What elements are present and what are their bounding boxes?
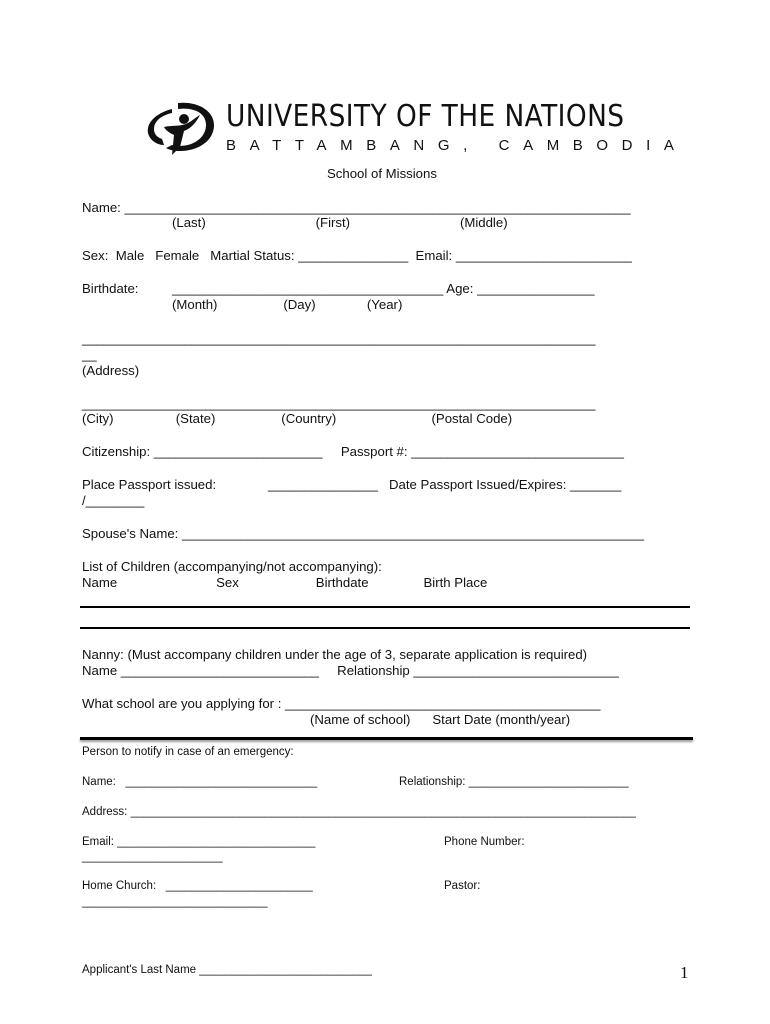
address-field[interactable]: ______________________________________________________________________ — [82, 331, 596, 346]
address-field-wrap: __ — [82, 347, 97, 362]
name-sublabels: (Last) (First) (Middle) — [172, 215, 508, 230]
address-label: (Address) — [82, 363, 140, 378]
city-state-country-sublabels: (City) (State) (Country) (Postal Code) — [82, 411, 513, 426]
children-columns: Name Sex Birthdate Birth Place — [82, 575, 488, 590]
passport-date-wrap: /________ — [82, 493, 145, 508]
applicant-last-name-field[interactable]: Applicant's Last Name ___________________________ — [82, 964, 372, 976]
school-sublabels: (Name of school) Start Date (month/year) — [310, 712, 571, 727]
name-field[interactable]: Name: _____________________________________________________________________ — [82, 200, 631, 215]
section-divider — [80, 737, 693, 740]
emergency-address-field[interactable]: Address: _______________________________________________________________________________ — [82, 806, 636, 818]
pastor-label: Pastor: — [444, 880, 481, 892]
emergency-relationship-field[interactable]: Relationship: _________________________ — [399, 776, 629, 788]
nanny-name-relationship-field[interactable]: Name ___________________________ Relationship ____________________________ — [82, 663, 619, 678]
emergency-heading: Person to notify in case of an emergency: — [82, 746, 294, 758]
city-state-country-field[interactable]: ______________________________________________________________________ — [82, 396, 596, 411]
emergency-email-field[interactable]: Email: _______________________________ — [82, 836, 316, 848]
children-row-line — [80, 627, 690, 629]
emergency-phone-label: Phone Number: — [444, 836, 525, 848]
birthdate-sublabels: (Month) (Day) (Year) — [172, 297, 403, 312]
passport-place-label: Place Passport issued: — [82, 477, 217, 492]
children-row-line — [80, 606, 690, 608]
school-applying-field[interactable]: What school are you applying for : ___________________________________________ — [82, 696, 601, 711]
citizenship-passport-line[interactable]: Citizenship: _______________________ Passport #: _____________________________ — [82, 444, 624, 459]
nanny-heading: Nanny: (Must accompany children under the age of 3, separate application is required) — [82, 647, 588, 662]
emergency-phone-field[interactable]: ______________________ — [82, 851, 223, 863]
birthdate-label: Birthdate: — [82, 281, 139, 296]
passport-place-date-field[interactable]: _______________ Date Passport Issued/Expires: _______ — [268, 477, 622, 492]
form-subtitle: School of Missions — [327, 166, 437, 181]
home-church-field[interactable]: Home Church: _______________________ — [82, 880, 313, 892]
children-heading: List of Children (accompanying/not accompanying): — [82, 559, 382, 574]
emergency-name-field[interactable]: Name: ______________________________ — [82, 776, 318, 788]
brand-location: BATTAMBANG, CAMBODIA — [226, 137, 688, 154]
university-logo-icon — [142, 97, 216, 161]
spouse-name-field[interactable]: Spouse's Name: _______________________________________________________________ — [82, 526, 645, 541]
brand-title: UNIVERSITY OF THE NATIONS — [226, 99, 625, 134]
birthdate-age-field[interactable]: _____________________________________ Age: ________________ — [172, 281, 595, 296]
page-number: 1 — [680, 963, 689, 982]
sex-status-email-line[interactable]: Sex: Male Female Martial Status: _______________ Email: ________________________ — [82, 248, 632, 263]
pastor-field[interactable]: _____________________________ — [82, 896, 268, 908]
